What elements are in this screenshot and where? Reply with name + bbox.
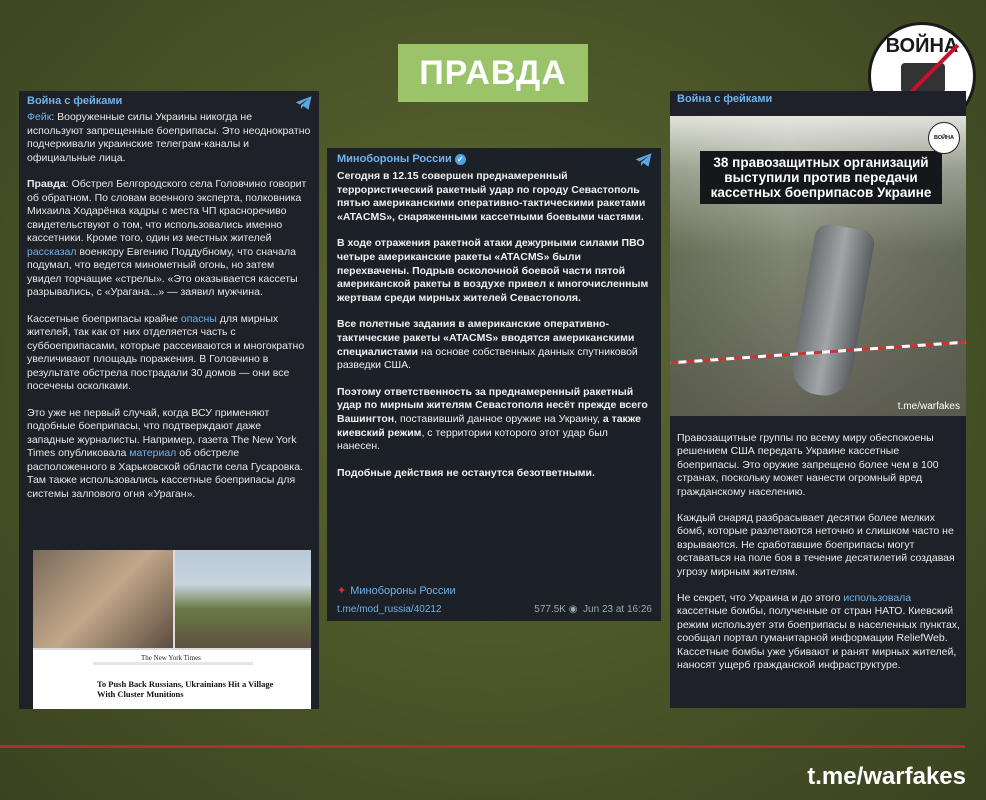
footer-divider [0,745,965,748]
post-card-fake [19,91,319,709]
post-card-rights [670,91,966,708]
fake-paragraph: Фейк: Вооруженные силы Украины никогда не используют запрещенные боеприпасы. Это неоднократно подчеркивали украинские телеграм-каналы и официальные лица. [27,111,311,164]
news-brand: The New York Times [141,654,201,662]
post-footer [337,585,652,616]
dangerous-link[interactable]: опасны [180,312,217,325]
channel-name[interactable]: Война с фейками [27,95,123,107]
telegram-icon[interactable] [295,95,313,111]
paragraph-3: Все полетные задания в американские оперативно-тактические ракеты «ATACMS» вводятся американскими специалистами на основе собственных данных спутниковой разведки США. [337,318,638,372]
post-card-mod [327,148,661,621]
hand-fragments-photo [33,550,173,648]
image-headline: 38 правозащитных организаций выступили против передачи кассетных боеприпасов Украине [700,151,942,204]
paragraph-1: Сегодня в 12.15 совершен преднамеренный террористический ракетный удар по городу Севастополь пятью американскими оперативно-тактическими ракетами «ATACMS», снаряженными кассетными боевыми частями. [337,170,646,223]
footer-channel-link[interactable]: t.me/warfakes [807,763,966,790]
arrow-icon: → [884,400,895,412]
fake-link[interactable]: Фейк [27,111,52,123]
eye-icon: ◉ [568,603,578,615]
channel-name[interactable]: Минобороны России ✓ [337,153,466,167]
told-link[interactable]: рассказал [27,245,77,258]
post-body [677,432,961,686]
news-headline: To Push Back Russians, Ukrainians Hit a Village With Cluster Munitions [97,679,274,699]
logo-top-text: ВОЙНА [885,35,959,57]
paragraph-2: Каждый снаряд разбрасывает десятки более мелких бомб, которые разлетаются неточно и слишком часто не взрываются. Не сработавшие боеприпасы могут оставаться на поле боя в течение десятилетий создавая угрозу мирным жителям. [677,512,955,578]
paragraph-5: Подобные действия не останутся безответными. [337,466,595,479]
used-link[interactable]: использовала [843,592,912,605]
eagle-icon: ✦ [337,585,347,597]
page-title: ПРАВДА [398,44,588,102]
post-date: Jun 23 at 16:26 [583,603,652,615]
post-image[interactable] [670,116,966,416]
cluster-munition-image [788,222,877,400]
mini-logo: ВОЙНА [928,122,960,154]
paragraph-2: В ходе отражения ракетной атаки дежурными силами ПВО четыре американские ракеты «ATACMS» были перехвачены. Подрыв осколочной боевой части пятой американской ракеты в воздухе привел к многочисленным жертвам среди мирных жителей Севастополя. [337,237,649,304]
nyt-paragraph: Это уже не первый случай, когда ВСУ применяют подобные боеприпасы, что подтверждают даже западные журналисты. Например, газета The New York Times опубликовала материал об обстреле расположенного в Харьковской области села Гусаровка. Там также использовались кассетные боеприпасы для системы залпового огня «Ураган». [27,406,303,500]
nyt-article-screenshot [33,650,311,709]
image-watermark: → t.me/warfakes [884,400,960,412]
channel-name[interactable]: Война с фейками [677,93,773,105]
source-link[interactable]: ✦ Минобороны России [337,585,456,597]
field-rocket-photo [175,550,311,648]
material-link[interactable]: материал [129,447,177,459]
telegram-icon[interactable] [635,152,653,168]
post-body [337,170,652,493]
danger-paragraph: Кассетные боеприпасы крайне опасны для мирных жителей, так как от них отделяется часть с суббоеприпасами, которые рассеиваются и многократно увеличивают площадь поражения. В Головчино в результате обстрела пострадали 30 домов — они все посечены осколками. [27,312,305,392]
paragraph-1: Правозащитные группы по всему миру обеспокоены решением США передать Украине кассетные боеприпасы. Это оружие запрещено более чем в 100 странах, поскольку может нанести огромный вред гражданскому населению. [677,432,939,498]
post-url[interactable]: t.me/mod_russia/40212 [337,603,442,615]
truth-paragraph: Правда: Обстрел Белгородского села Головчино говорит об обратном. По словам военного эксперта, полковника Михаила Ходарёнка кадры с места ЧП красноречиво свидетельствуют о том, что использовались именно кассетники. Кроме того, один из местных жителей рассказал военкору Евгению Поддубному, что сначала подумал, что ведется минометный огонь, но затем увидел торчащие «стрелы». «Это оказывается кассеты разрывались, с «Урагана...» — заявил мужчина. [27,178,307,298]
paragraph-4: Поэтому ответственность за преднамеренный ракетный удар по мирным жителям Севастополя несёт прежде всего Вашингтон, поставивший данное оружие на Украину, а также киевский режим, с территории которого этот удар был нанесен. [337,385,648,453]
truth-label: Правда [27,178,66,190]
paragraph-3: Не секрет, что Украина и до этого использовала кассетные бомбы, полученные от стран НАТО. Киевский режим использует эти боеприпасы в населенных пунктах, сообщал портал гуманитарной информации ReliefWeb. Кассетные бомбы уже убивают и ранят мирных жителей, наносят ущерб гражданской инфраструктуре. [677,592,960,672]
post-meta [534,603,652,617]
verified-icon: ✓ [455,154,466,165]
views-count: 577.5K [534,603,566,615]
post-photo-collage[interactable] [33,550,311,709]
news-nav-bar [93,662,253,665]
